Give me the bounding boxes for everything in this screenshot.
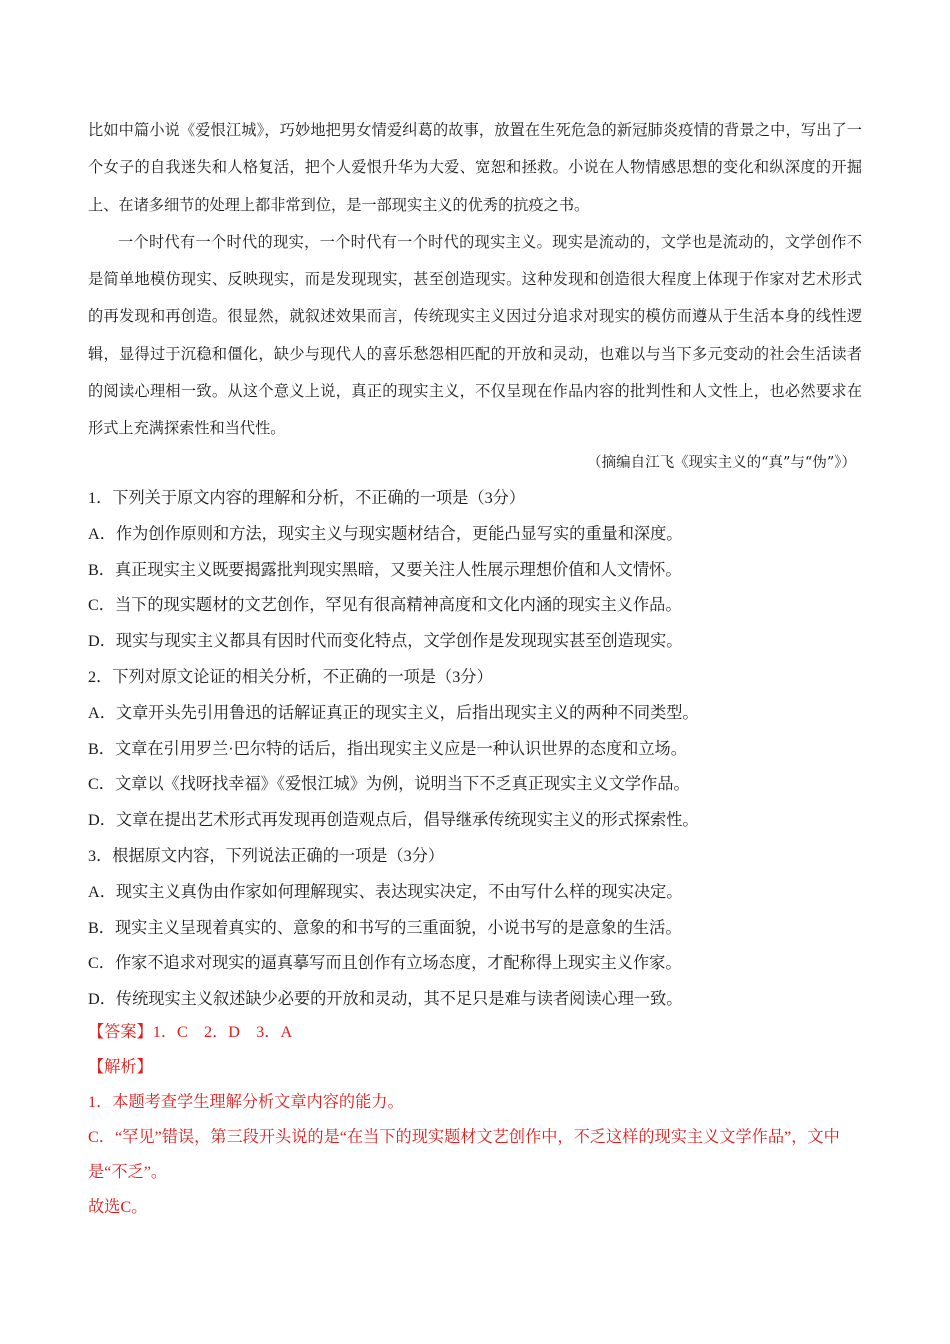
question-1-option-b: B．真正现实主义既要揭露批判现实黑暗，又要关注人性展示理想价值和人文情怀。: [88, 560, 682, 579]
question-1-option-c: C．当下的现实题材的文艺创作，罕见有很高精神高度和文化内涵的现实主义作品。: [88, 596, 682, 615]
question-3-stem: 3．根据原文内容，下列说法正确的一项是（3分）: [88, 846, 445, 865]
analysis-tag: 【解析】: [88, 1058, 153, 1076]
answer-section: [88, 1015, 878, 1225]
question-2-option-b: B．文章在引用罗兰·巴尔特的话后，指出现实主义应是一种认识世界的态度和立场。: [88, 739, 687, 758]
question-3-option-d: D．传统现实主义叙述缺少必要的开放和灵动，其不足只是难与读者阅读心理一致。: [88, 990, 683, 1009]
analysis-line-1: 1．本题考查学生理解分析文章内容的能力。: [88, 1093, 404, 1111]
answer-tag: 【答案】: [88, 1023, 153, 1041]
answer-line: [88, 1015, 878, 1050]
analysis-line-3: 故选C。: [88, 1198, 148, 1216]
passage-paragraph-2: 一个时代有一个时代的现实，一个时代有一个时代的现实主义。现实是流动的，文学也是流动的，文学创作不是简单地模仿现实、反映现实，而是发现现实，甚至创造现实。这种发现和创造很大程度上体现于作家对艺术形式的再发现和再创造。很显然，就叙述效果而言，传统现实主义因过分追求对现实的模仿而遵从于生活本身的线性逻辑，显得过于沉稳和僵化，缺少与现代人的喜乐愁怨相匹配的开放和灵动，也难以与当下多元变动的社会生活读者的阅读心理相一致。从这个意义上说，真正的现实主义，不仅呈现在作品内容的批判性和人文性上，也必然要求在形式上充满探索性和当代性。: [88, 232, 862, 438]
question-2-stem: 2．下列对原文论证的相关分析，不正确的一项是（3分）: [88, 667, 493, 686]
question-2-option-c: C．文章以《找呀找幸福》《爱恨江城》为例，说明当下不乏真正现实主义文学作品。: [88, 775, 690, 794]
passage-source: （摘编自江飞《现实主义的“真”与“伪”》）: [587, 455, 856, 471]
question-1-stem: 1．下列关于原文内容的理解和分析，不正确的一项是（3分）: [88, 489, 526, 507]
question-1-option-d: D．现实与现实主义都具有因时代而变化特点，文学创作是发现现实甚至创造现实。: [88, 632, 683, 651]
analysis-line-2: C．“罕见”错误，第三段开头说的是“在当下的现实题材文艺创作中，不乏这样的现实主义文学作品”，文中是“不乏”。: [88, 1128, 840, 1181]
question-2-option-d: D．文章在提出艺术形式再发现再创造观点后，倡导继承传统现实主义的形式探索性。: [88, 811, 699, 830]
passage-paragraph-1: 比如中篇小说《爱恨江城》，巧妙地把男女情爱纠葛的故事，放置在生死危急的新冠肺炎疫情的背景之中，写出了一个女子的自我迷失和人格复活，把个人爱恨升华为大爱、宽恕和拯救。小说在人物情感思想的变化和纵深度的开掘上、在诸多细节的处理上都非常到位，是一部现实主义的优秀的抗疫之书。: [88, 121, 862, 214]
passage: [88, 112, 862, 448]
questions: [88, 481, 878, 1018]
answer-value: 1．C 2．D 3．A: [152, 1023, 293, 1041]
question-1-option-a: A．作为创作原则和方法，现实主义与现实题材结合，更能凸显写实的重量和深度。: [88, 524, 683, 543]
question-3-option-a: A．现实主义真伪由作家如何理解现实、表达现实决定，不由写什么样的现实决定。: [88, 882, 683, 901]
question-3-option-b: B．现实主义呈现着真实的、意象的和书写的三重面貌，小说书写的是意象的生活。: [88, 918, 682, 937]
question-2-option-a: A．文章开头先引用鲁迅的话解证真正的现实主义，后指出现实主义的两种不同类型。: [88, 703, 699, 722]
question-3-option-c: C．作家不追求对现实的逼真摹写而且创作有立场态度，才配称得上现实主义作家。: [88, 954, 682, 973]
